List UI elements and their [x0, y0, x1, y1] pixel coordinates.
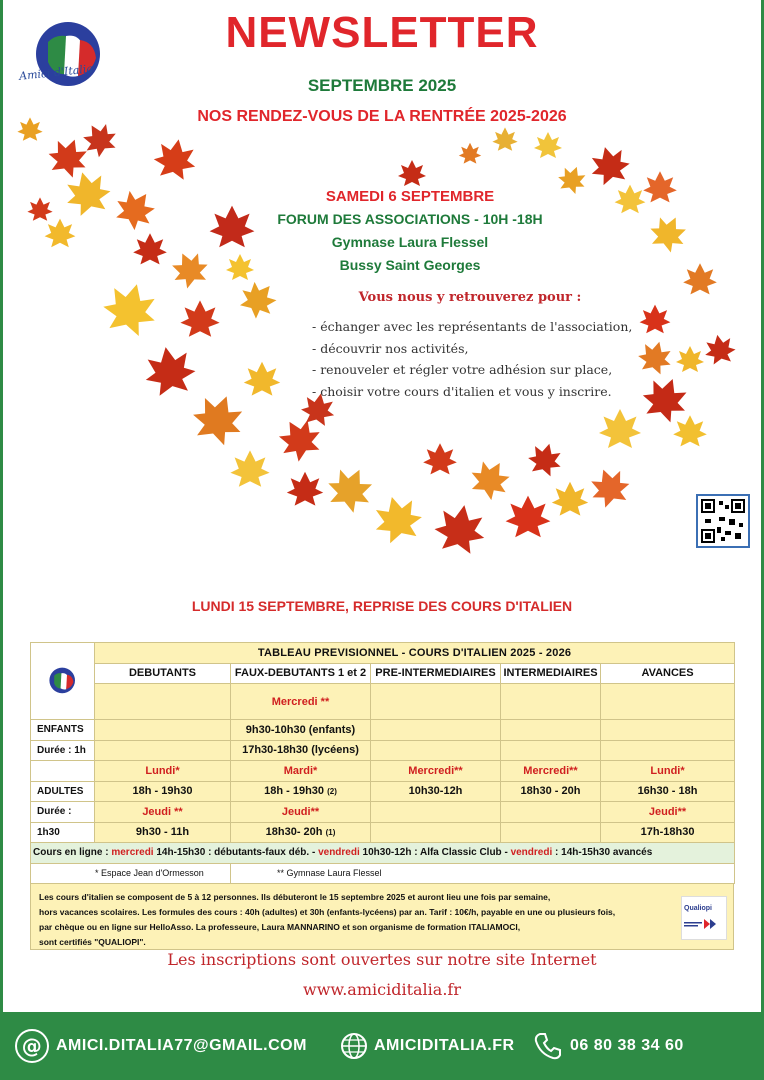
event-city: Bussy Saint Georges [339, 257, 481, 273]
note-gymnase: ** Gymnase Laura Flessel [231, 863, 735, 884]
footer-email-text: AMICI.DITALIA77@GMAIL.COM [56, 1037, 307, 1054]
adultes-hours: 18h30 - 20h [501, 781, 601, 802]
online-courses [31, 843, 735, 864]
qualiopi-arrows-icon [682, 916, 722, 932]
enfants-label: ENFANTS [31, 720, 95, 741]
info-line: sont certifiés "QUALIOPI". [39, 937, 146, 947]
forum-event [230, 186, 590, 277]
logo-script-text: Amici d'Italia [18, 62, 94, 83]
footer-phone[interactable] [532, 1012, 684, 1080]
event-name: FORUM DES ASSOCIATIONS - 10H -18H [277, 211, 543, 227]
schedule-table [30, 642, 734, 950]
footer-phone-text: 06 80 38 34 60 [570, 1037, 684, 1054]
find-us-title: Vous nous y retrouverez pour : [358, 290, 582, 305]
reprise-heading: LUNDI 15 SEPTEMBRE, REPRISE DES COURS D'ITALIEN [191, 598, 573, 614]
adultes-day: Mardi* [231, 761, 371, 782]
inscriptions-text: Les inscriptions sont ouvertes sur notre site Internet [167, 950, 597, 969]
course-info [30, 884, 734, 950]
info-line: Les cours d'italien se composent de 5 à 12 personnes. Ils débuteront le 15 septembre 2025 et auront lieu une fois par semaine, [39, 892, 551, 902]
event-venue: Gymnase Laura Flessel [331, 234, 489, 250]
adultes-day: Mercredi** [501, 761, 601, 782]
find-us-item: - choisir votre cours d'italien et vous y inscrire. [312, 383, 612, 399]
footer-site-text: AMICIDITALIA.FR [374, 1037, 515, 1054]
enfants-slot: 9h30-10h30 (enfants) [231, 720, 371, 741]
adultes-day: Jeudi** [601, 802, 735, 823]
footnote-mark: (2) [327, 787, 337, 797]
adultes-hours-cell [231, 822, 371, 843]
qr-code[interactable] [696, 494, 750, 548]
info-line: hors vacances scolaires. Les formules des cours : 40h (adultes) et 30h (enfants-lycéens) par an. Tarif : 10€/h, payable en une ou plusieurs fois, [39, 907, 616, 917]
info-line: par chèque ou en ligne sur HelloAsso. La professeure, Laura MANNARINO et son organisme de formation ITALIAMOCI, [39, 922, 521, 932]
phone-icon [532, 1030, 564, 1062]
newsletter-subtitle: SEPTEMBRE 2025 [307, 76, 457, 95]
newsletter-title: NEWSLETTER [225, 8, 539, 57]
online-text: 10h30-12h : Alfa Classic Club - [362, 847, 511, 859]
table-title: TABLEAU PREVISIONNEL - COURS D'ITALIEN 2025 - 2026 [95, 643, 735, 664]
online-day: vendredi [510, 847, 553, 859]
footer-site[interactable] [340, 1012, 515, 1080]
table-logo [31, 643, 95, 720]
adultes-day: Mercredi** [371, 761, 501, 782]
event-date: SAMEDI 6 SEPTEMBRE [325, 188, 495, 205]
find-us-item: - découvrir nos activités, [312, 340, 469, 356]
globe-icon [340, 1032, 368, 1060]
adultes-day: Lundi* [95, 761, 231, 782]
col-header: PRE-INTERMEDIAIRES [371, 663, 501, 684]
svg-text:@: @ [21, 1034, 43, 1058]
at-icon [14, 1028, 50, 1064]
col-header: DEBUTANTS [95, 663, 231, 684]
footer-email[interactable] [14, 1012, 307, 1080]
adultes-hours: 9h30 - 11h [95, 822, 231, 843]
online-day: vendredi [318, 847, 360, 859]
website-link[interactable]: www.amiciditalia.fr [303, 980, 461, 999]
adultes-hours: 18h - 19h30 [264, 785, 325, 798]
find-us-item: - échanger avec les représentants de l'association, [312, 319, 633, 334]
footer-bar [0, 1012, 764, 1080]
adultes-hours: 18h30- 20h [265, 826, 323, 839]
footnote-mark: (1) [325, 828, 336, 838]
qualiopi-badge [681, 896, 727, 940]
adultes-hours-cell [231, 781, 371, 802]
online-text: : 14h-15h30 avancés [552, 847, 653, 859]
note-espace: * Espace Jean d'Ormesson [31, 863, 231, 884]
adultes-hours: 18h - 19h30 [95, 781, 231, 802]
enfants-duree: Durée : 1h [31, 740, 95, 761]
adultes-hours: 17h-18h30 [601, 822, 735, 843]
enfants-day: Mercredi ** [231, 684, 371, 720]
find-us-list [312, 316, 692, 402]
adultes-hours: 16h30 - 18h [601, 781, 735, 802]
col-header: INTERMEDIAIRES [501, 663, 601, 684]
rendezvous-heading: NOS RENDEZ-VOUS DE LA RENTRÉE 2025-2026 [197, 108, 567, 125]
adultes-label: ADULTES [31, 781, 95, 802]
adultes-duree-value: 1h30 [31, 822, 95, 843]
enfants-slot: 17h30-18h30 (lycéens) [231, 740, 371, 761]
amici-logo [20, 18, 120, 98]
col-header: AVANCES [601, 663, 735, 684]
online-text: 14h-15h30 : débutants-faux déb. - [156, 847, 319, 859]
adultes-hours: 10h30-12h [371, 781, 501, 802]
adultes-day: Lundi* [601, 761, 735, 782]
online-label: Cours en ligne : [33, 847, 109, 859]
find-us-item: - renouveler et régler votre adhésion sur place, [312, 362, 613, 377]
online-day: mercredi [111, 847, 154, 859]
qualiopi-label: Qualiopi [684, 905, 712, 912]
adultes-day: Jeudi ** [95, 802, 231, 823]
adultes-day: Jeudi** [231, 802, 371, 823]
adultes-duree: Durée : [31, 802, 95, 823]
col-header: FAUX-DEBUTANTS 1 et 2 [231, 663, 371, 684]
